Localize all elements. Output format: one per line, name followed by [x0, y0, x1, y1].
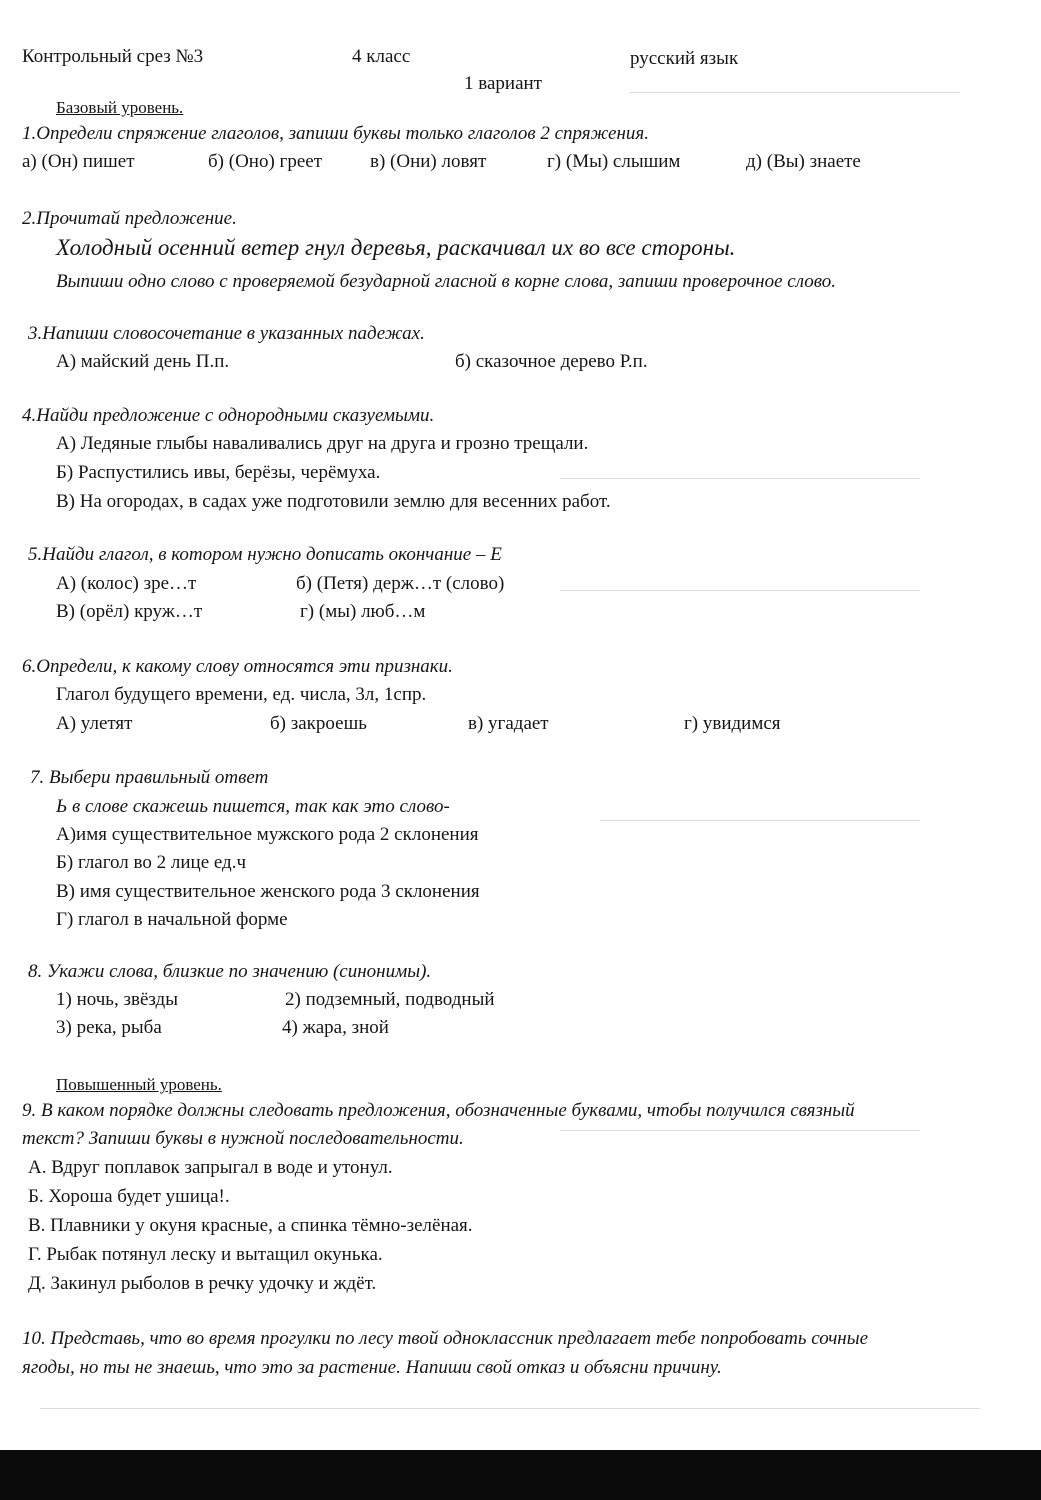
- q10-prompt-cont: ягоды, но ты не знаешь, что это за растение. Напиши свой отказ и объясни причину.: [22, 1357, 722, 1378]
- q3-option: А) майский день П.п.: [56, 351, 230, 372]
- q4-option: В) На огородах, в садах уже подготовили землю для весенних работ.: [56, 491, 611, 512]
- q4-option: А) Ледяные глыбы наваливались друг на друга и грозно трещали.: [56, 433, 589, 454]
- q6-option: г) увидимся: [684, 713, 781, 734]
- q5-option: В) (орёл) круж…т: [56, 601, 203, 622]
- bleed-through-line: [40, 1408, 980, 1409]
- q3-prompt: 3.Напиши словосочетание в указанных падежах.: [28, 323, 425, 344]
- q8-option: 2) подземный, подводный: [285, 989, 495, 1010]
- bleed-through-line: [560, 590, 920, 591]
- q5-prompt: 5.Найди глагол, в котором нужно дописать окончание – Е: [28, 544, 502, 565]
- q7-option: В) имя существительное женского рода 3 склонения: [56, 881, 480, 902]
- q4-option: Б) Распустились ивы, берёзы, черёмуха.: [56, 462, 381, 483]
- bleed-through-line: [560, 1130, 920, 1131]
- q7-option: А)имя существительное мужского рода 2 склонения: [56, 824, 479, 845]
- q9-sentence: Б. Хороша будет ушица!.: [28, 1186, 230, 1207]
- subject-label: русский язык: [630, 48, 739, 69]
- bleed-through-line: [560, 478, 920, 479]
- q3-option: б) сказочное дерево Р.п.: [455, 351, 648, 372]
- q9-prompt: 9. В каком порядке должны следовать предложения, обозначенные буквами, чтобы получился связный: [22, 1100, 855, 1121]
- q7-prompt: 7. Выбери правильный ответ: [30, 767, 269, 788]
- q9-prompt-cont: текст? Запиши буквы в нужной последовательности.: [22, 1128, 464, 1149]
- bleed-through-line: [600, 820, 920, 821]
- q7-option: Г) глагол в начальной форме: [56, 909, 288, 930]
- worksheet-title: Контрольный срез №3: [22, 46, 204, 67]
- q2-task: Выпиши одно слово с проверяемой безударной гласной в корне слова, запиши проверочное слово.: [56, 271, 836, 292]
- q5-option: г) (мы) люб…м: [300, 601, 426, 622]
- q9-sentence: А. Вдруг поплавок запрыгал в воде и утонул.: [28, 1157, 393, 1178]
- q8-option: 3) река, рыба: [56, 1017, 162, 1038]
- variant-label: 1 вариант: [464, 73, 542, 94]
- advanced-level-heading: Повышенный уровень.: [56, 1075, 222, 1094]
- q1-option: в) (Они) ловят: [370, 151, 487, 172]
- q6-option: б) закроешь: [270, 713, 367, 734]
- q8-option: 1) ночь, звёзды: [56, 989, 178, 1010]
- q6-prompt: 6.Определи, к какому слову относятся эти признаки.: [22, 656, 453, 677]
- q10-prompt: 10. Представь, что во время прогулки по лесу твой одноклассник предлагает тебе попробовать сочные: [22, 1328, 869, 1349]
- bleed-through-line: [630, 92, 960, 93]
- q6-features: Глагол будущего времени, ед. числа, 3л, 1спр.: [56, 684, 427, 705]
- q7-option: Б) глагол во 2 лице ед.ч: [56, 852, 247, 873]
- bottom-black-bar: [0, 1450, 1041, 1500]
- q1-option: г) (Мы) слышим: [547, 151, 681, 172]
- grade-label: 4 класс: [352, 46, 411, 67]
- q2-sentence: Холодный осенний ветер гнул деревья, раскачивал их во все стороны.: [56, 235, 736, 260]
- q1-prompt: 1.Определи спряжение глаголов, запиши буквы только глаголов 2 спряжения.: [22, 123, 649, 144]
- q4-prompt: 4.Найди предложение с однородными сказуемыми.: [22, 405, 435, 426]
- q5-option: А) (колос) зре…т: [56, 573, 197, 594]
- q7-stem: Ь в слове скажешь пишется, так как это слово-: [56, 796, 450, 817]
- q5-option: б) (Петя) держ…т (слово): [296, 573, 505, 594]
- q6-option: в) угадает: [468, 713, 549, 734]
- q1-option: д) (Вы) знаете: [746, 151, 861, 172]
- q8-prompt: 8. Укажи слова, близкие по значению (синонимы).: [28, 961, 432, 982]
- q2-prompt: 2.Прочитай предложение.: [22, 208, 237, 229]
- q9-sentence: Д. Закинул рыболов в речку удочку и ждёт.: [28, 1273, 377, 1294]
- q8-option: 4) жара, зной: [282, 1017, 389, 1038]
- q9-sentence: Г. Рыбак потянул леску и вытащил окунька.: [28, 1244, 383, 1265]
- q9-sentence: В. Плавники у окуня красные, а спинка тёмно-зелёная.: [28, 1215, 473, 1236]
- q1-option: а) (Он) пишет: [22, 151, 135, 172]
- q6-option: А) улетят: [56, 713, 133, 734]
- basic-level-heading: Базовый уровень.: [56, 98, 184, 117]
- q1-option: б) (Оно) греет: [208, 151, 322, 172]
